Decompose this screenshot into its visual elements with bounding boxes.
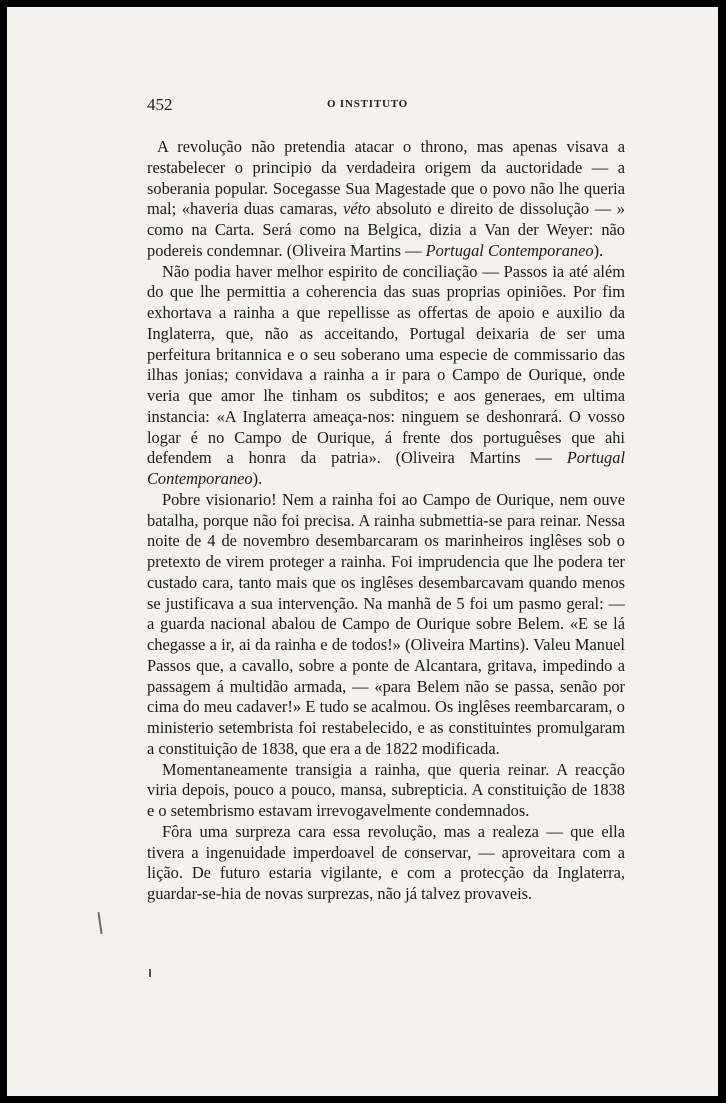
page-number: 452 xyxy=(147,95,173,114)
text-segment: ). xyxy=(593,240,604,260)
paragraph-5 xyxy=(147,822,625,905)
text-segment: ). xyxy=(252,469,263,488)
paragraph-3 xyxy=(147,490,625,760)
running-title: O INSTITUTO xyxy=(327,98,409,110)
paragraph-1 xyxy=(147,137,625,262)
book-title-citation: Portugal Contemporaneo xyxy=(425,240,594,260)
paragraph-4 xyxy=(147,760,625,822)
text-segment: Momentaneamente transigia a rainha, que queria reinar. A reacção viria depois, pouco a pouco, mansa, subrepticia. A constituição de 1838 e o setembrismo estavam irrevogavelmente condemnados. xyxy=(147,759,625,820)
italic-word-veto: véto xyxy=(343,199,371,219)
paragraph-2 xyxy=(147,262,625,490)
text-segment: Fôra uma surpreza cara essa revolução, mas a realeza — que ella tivera a ingenuidade imperdoavel de conservar, — aproveitara com a lição. De futuro estaria vigilante, e com a protecção da Inglaterra, guardar-se-hia de novas surprezas, não já talvez provaveis. xyxy=(147,821,625,903)
text-segment: Não podia haver melhor espirito de conciliação — Passos ia até além do que lhe permittia a coherencia das suas proprias opiniões. Por fim exhortava a rainha a que repellisse as offertas de apoio e auxilio da Inglaterra, que, não as acceitando, Portugal deixaria de ser uma perfeitura britannica e o seu soberano uma especie de commissario das ilhas jonias; convidava a rainha a ir para o Campo de Ourique, onde veria que amor lhe tinham os subditos; e aos generaes, em ultima instancia: «A Inglaterra ameaça-nos: ninguem se deshonrará. O vosso logar é no Campo de Ourique, á frente dos portuguêses que ahi defendem a honra da patria». (Oliveira Martins — xyxy=(147,261,625,468)
text-segment: A revolução não pretendia atacar o throno, mas apenas visava a restabelecer o principio da verdadeira origem da auctoridade — a soberania popular. Socegasse Sua Magestade que o povo não lhe queria mal; «haveria duas camaras, xyxy=(147,137,625,219)
margin-mark xyxy=(97,912,102,934)
text-segment: Pobre visionario! Nem a rainha foi ao Campo de Ourique, nem ouve batalha, porque não foi precisa. A rainha submettia-se para reinar. Nessa noite de 4 de novembro desembarcaram os marinheiros inglêses sob o pretexto de virem proteger a rainha. Foi imprudencia que lhe podera ter custado cara, tanto mais que os inglêses desembarcavam quando menos se justificava a sua intervenção. Na manhã de 5 foi um pasmo geral: — a guarda nacional abalou de Campo de Ourique sobre Belem. «E se lá chegasse a ir, ai da rainha e de todos!» (Oliveira Martins). Valeu Manuel Passos que, a cavallo, sobre a ponte de Alcantara, gritava, impedindo a passagem á multidão armada, — «para Belem não se passa, senão por cima do meu cadaver!» E tudo se acalmou. Os inglêses reembarcaram, o ministerio setembrista foi restabelecido, e as constituintes promulgaram a constituição de 1838, que era a de 1822 modificada. xyxy=(147,489,625,758)
book-page xyxy=(7,7,718,1096)
text-segment: absoluto e direito de dissolução — » como na Carta. Será como na Belgica, dizia a Van der Weyer: não podereis condemnar. (Oliveira Martins — xyxy=(147,199,625,260)
page-header xyxy=(147,95,587,119)
book-title-citation: Portugal Contemporaneo xyxy=(147,448,625,488)
body-text xyxy=(147,137,625,905)
margin-dot xyxy=(149,969,151,977)
